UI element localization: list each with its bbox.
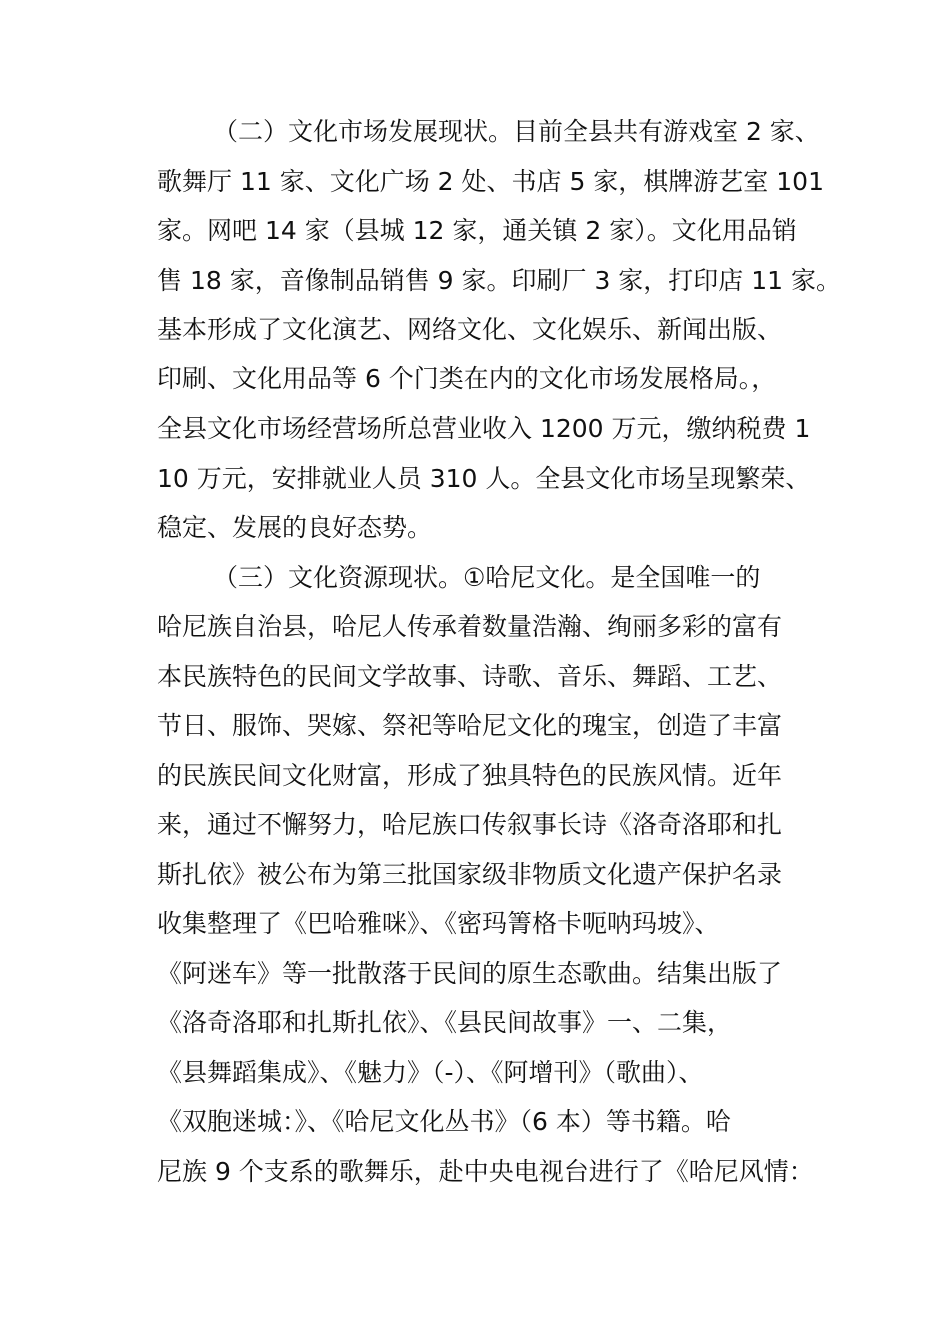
text-line: 本民族特色的民间文学故事、诗歌、音乐、舞蹈、工艺、 <box>157 662 783 691</box>
text-line: 的民族民间文化财富，形成了独具特色的民族风情。近年 <box>157 761 783 790</box>
text-line: 斯扎依》被公布为第三批国家级非物质文化遗产保护名录 <box>157 860 783 889</box>
text-line: 全县文化市场经营场所总营业收入 1200 万元，缴纳税费 1 <box>157 414 811 443</box>
text-line: 节日、服饰、哭嫁、祭祀等哈尼文化的瑰宝，创造了丰富 <box>157 711 783 740</box>
text-line: 10 万元，安排就业人员 310 人。全县文化市场呈现繁荣、 <box>157 464 811 493</box>
text-line: 家。网吧 14 家（县城 12 家，通关镇 2 家）。文化用品销 <box>157 216 797 245</box>
text-line: 尼族 9 个支系的歌舞乐，赴中央电视台进行了《哈尼风情： <box>157 1157 814 1186</box>
text-line: 稳定、发展的良好态势。 <box>157 513 433 542</box>
text-line: 收集整理了《巴哈雅咪》、《密玛箐格卡呃呐玛坡》、 <box>157 909 720 938</box>
text-line: 《县舞蹈集成》、《魅力》（-）、《阿增刊》（歌曲）、 <box>157 1058 704 1087</box>
text-line: 《阿迷车》等一批散落于民间的原生态歌曲。结集出版了 <box>157 959 783 988</box>
text-line: （三）文化资源现状。①哈尼文化。是全国唯一的 <box>213 563 761 592</box>
text-line: 来，通过不懈努力，哈尼族口传叙事长诗《洛奇洛耶和扎 <box>157 810 783 839</box>
text-line: 售 18 家，音像制品销售 9 家。印刷厂 3 家，打印店 11 家。 <box>157 266 842 295</box>
text-line: 哈尼族自治县，哈尼人传承着数量浩瀚、绚丽多彩的富有 <box>157 612 783 641</box>
text-line: （二）文化市场发展现状。目前全县共有游戏室 2 家、 <box>213 117 820 146</box>
text-line: 印刷、文化用品等 6 个门类在内的文化市场发展格局。， <box>157 364 777 393</box>
text-line: 基本形成了文化演艺、网络文化、文化娱乐、新闻出版、 <box>157 315 783 344</box>
text-line: 《洛奇洛耶和扎斯扎依》、《县民间故事》一、二集， <box>157 1008 733 1037</box>
text-line: 歌舞厅 11 家、文化广场 2 处、书店 5 家，棋牌游艺室 101 <box>157 167 824 196</box>
text-line: 《双胞迷城：》、《哈尼文化丛书》（6 本）等书籍。哈 <box>157 1107 731 1136</box>
